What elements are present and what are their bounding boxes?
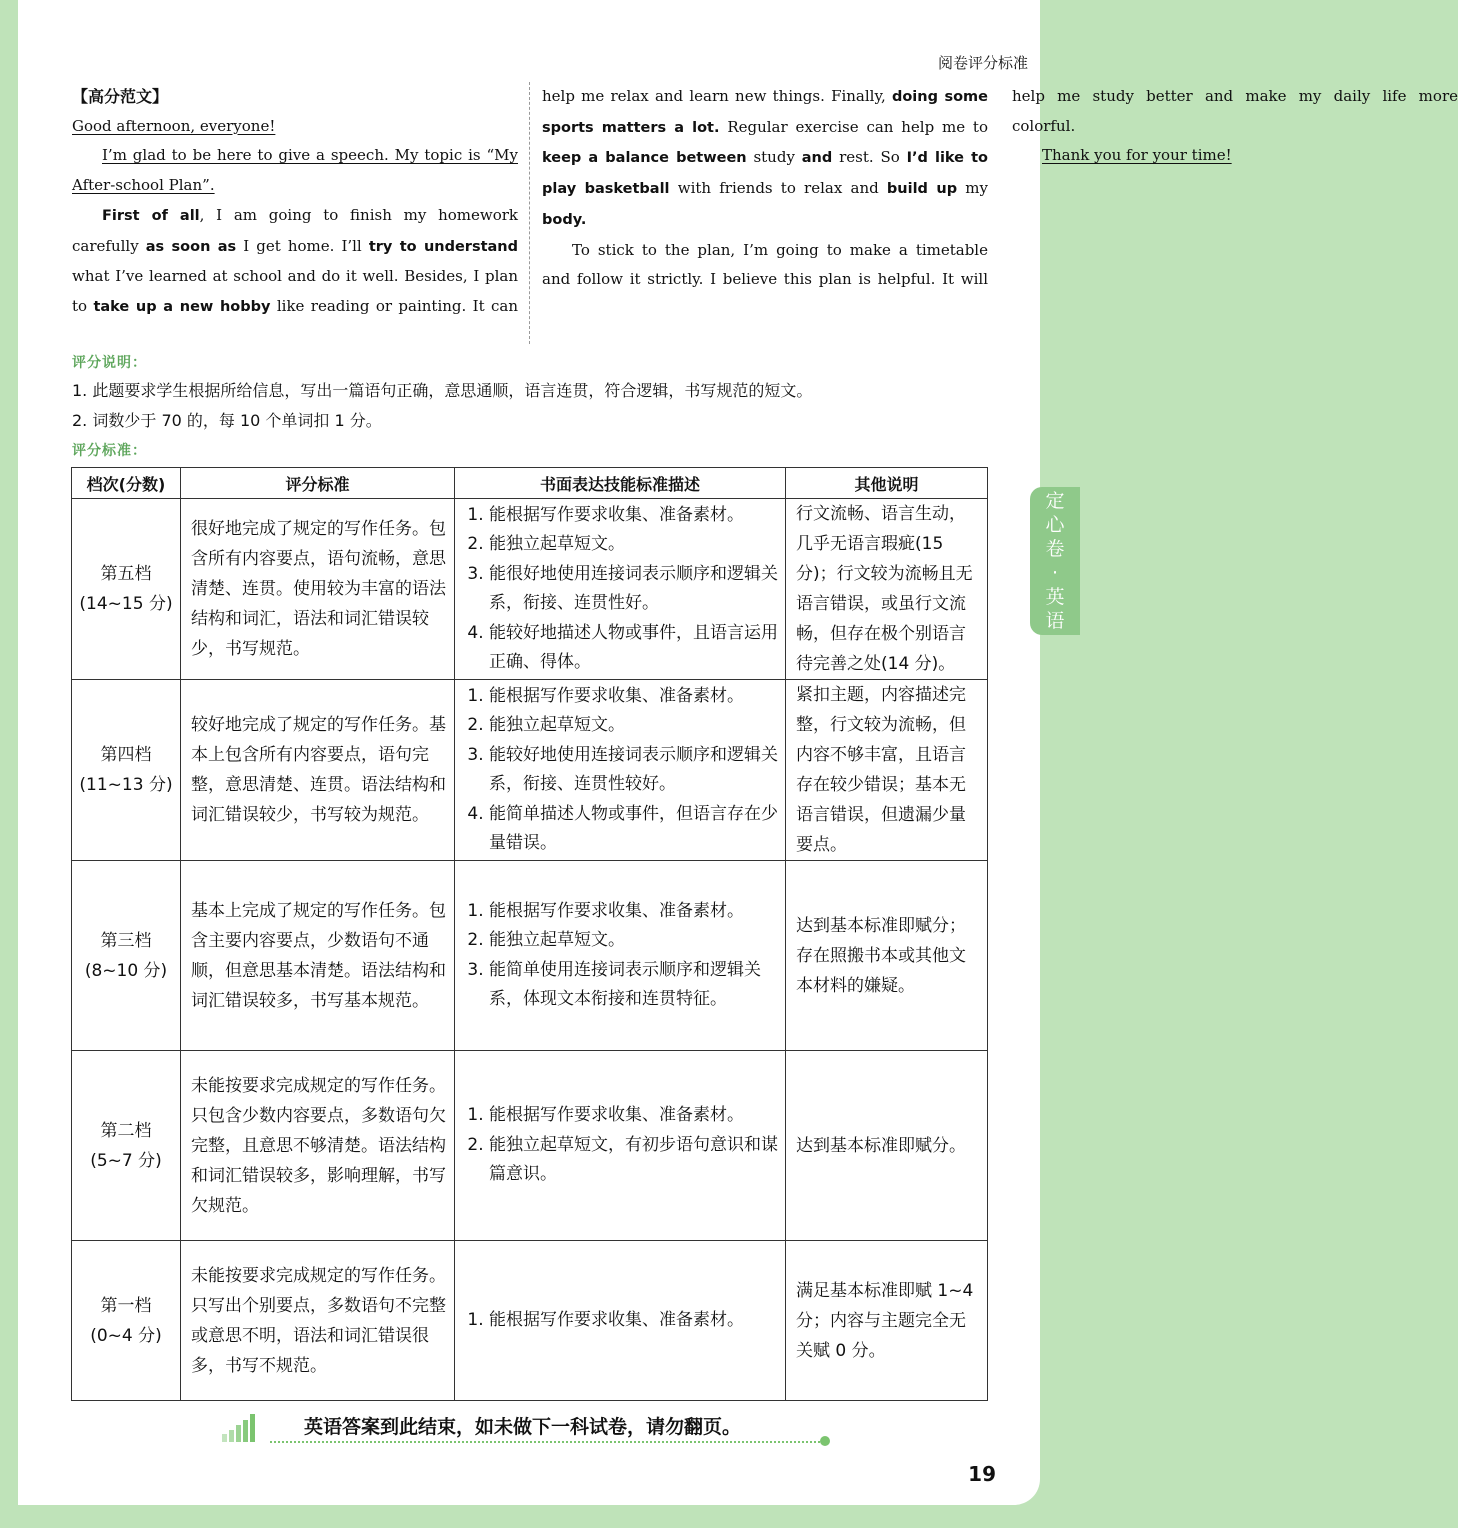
model-essay: [72, 82, 1458, 352]
rubric-header-row: [72, 468, 988, 499]
essay-heading: 【高分范文】: [72, 87, 169, 106]
rubric-skills-cell: [455, 1241, 786, 1401]
rubric-skills-cell: [455, 680, 786, 861]
skill-item: 1. 能根据写作要求收集、准备素材。: [489, 1306, 779, 1336]
essay-closing: [1012, 141, 1458, 171]
skills-list: [463, 1101, 779, 1190]
skills-list: [463, 1306, 779, 1336]
essay-key-phrase: I’d like to play basketball: [542, 150, 989, 198]
skill-item: 2. 能独立起草短文。: [489, 530, 779, 560]
end-of-answers-footer: [222, 1410, 832, 1446]
rubric-row: [72, 680, 988, 861]
scoring-note-2: 2. 词数少于 70 的，每 10 个单词扣 1 分。: [72, 411, 382, 430]
skill-item: 1. 能根据写作要求收集、准备素材。: [489, 897, 779, 927]
essay-intro: [72, 141, 518, 200]
side-tab-separator: ·: [1051, 562, 1059, 584]
level-score-range: (14~15 分): [79, 594, 173, 614]
skill-item: 3. 能较好地使用连接词表示顺序和逻辑关系，衔接、连贯性较好。: [489, 741, 779, 800]
level-name: 第一档: [100, 1295, 152, 1316]
rubric-standard-cell: 较好地完成了规定的写作任务。基本上包含所有内容要点，语句完整，意思清楚、连贯。语法结构和词汇错误较少，书写较为规范。: [181, 680, 455, 861]
rubric-other-notes-cell: 满足基本标准即赋 1~4 分；内容与主题完全无关赋 0 分。: [786, 1241, 988, 1401]
rubric-skills-cell: [455, 861, 786, 1051]
rubric-level-cell: [72, 861, 181, 1051]
essay-closing-text: Thank you for your time!: [1042, 146, 1232, 165]
column-header-other: 其他说明: [786, 468, 988, 499]
rubric-other-notes-cell: 紧扣主题，内容描述完整，行文较为流畅，但内容不够丰富，且语言存在较少错误；基本无语言错误，但遗漏少量要点。: [786, 680, 988, 861]
level-score-range: (5~7 分): [90, 1150, 162, 1171]
rubric-row: [72, 1051, 988, 1241]
rubric-row: [72, 861, 988, 1051]
essay-key-phrase: try to understand: [368, 238, 518, 255]
level-name: 第四档: [100, 745, 152, 765]
essay-text: Regular exercise can help me to: [719, 117, 988, 136]
skill-item: 2. 能独立起草短文。: [489, 926, 779, 956]
column-header-level: 档次(分数): [72, 468, 181, 499]
essay-intro-text: I’m glad to be here to give a speech. My topic is “My After-school Plan”.: [72, 146, 518, 195]
essay-key-phrase: and: [801, 150, 833, 167]
level-score-range: (0~4 分): [90, 1325, 162, 1346]
skill-item: 1. 能根据写作要求收集、准备素材。: [489, 682, 779, 712]
essay-body-paragraph-2: To stick to the plan, I’m going to make a timetable and follow it strictly. I believe this plan is helpful. It will help me study better and make my daily life more colorful.: [542, 87, 1458, 289]
skills-list: [463, 897, 779, 1015]
level-name: 第五档: [100, 564, 152, 584]
level-score-range: (11~13 分): [79, 775, 173, 795]
essay-text: with friends to relax and: [669, 179, 887, 198]
rubric-standard-cell: 未能按要求完成规定的写作任务。只包含少数内容要点，多数语句欠完整，且意思不够清楚。语法结构和词汇错误较多，影响理解，书写欠规范。: [181, 1051, 455, 1241]
page-header-title: 阅卷评分标准: [937, 54, 1028, 72]
essay-text: like reading or painting. It can help me relax and learn new things. Finally,: [270, 87, 892, 315]
skill-item: 2. 能独立起草短文，有初步语句意识和谋篇意识。: [489, 1131, 779, 1190]
rubric-other-notes-cell: 达到基本标准即赋分；存在照搬书本或其他文本材料的嫌疑。: [786, 861, 988, 1051]
essay-key-phrase: body.: [542, 211, 587, 228]
rubric-row: [72, 1241, 988, 1401]
scoring-criteria-label: 评分标准：: [72, 443, 147, 459]
essay-key-phrase: build up: [886, 181, 958, 198]
end-of-answers-notice: 英语答案到此结束，如未做下一科试卷，请勿翻页。: [304, 1416, 742, 1438]
scoring-notes-label: 评分说明：: [72, 355, 147, 371]
rubric-level-cell: [72, 1241, 181, 1401]
rubric-standard-cell: 很好地完成了规定的写作任务。包含所有内容要点，语句流畅，意思清楚、连贯。使用较为丰富的语法结构和词汇，语法和词汇错误较少，书写规范。: [181, 499, 455, 680]
column-header-skills: 书面表达技能标准描述: [455, 468, 786, 499]
essay-key-phrase: First of all: [102, 207, 200, 224]
side-tab-char: 英: [1045, 586, 1065, 608]
skill-item: 3. 能很好地使用连接词表示顺序和逻辑关系，衔接、连贯性好。: [489, 560, 779, 619]
essay-greeting: [72, 112, 518, 142]
rubric-standard-cell: 基本上完成了规定的写作任务。包含主要内容要点，少数语句不通顺，但意思基本清楚。语法结构和词汇错误较多，书写基本规范。: [181, 861, 455, 1051]
signal-bars-icon: [222, 1414, 262, 1442]
level-score-range: (8~10 分): [84, 960, 168, 981]
side-tab-char: 语: [1045, 610, 1065, 632]
essay-text: study: [746, 148, 802, 167]
skill-item: 3. 能简单使用连接词表示顺序和逻辑关系，体现文本衔接和连贯特征。: [489, 956, 779, 1015]
subject-side-tab: [1030, 487, 1080, 635]
level-name: 第二档: [100, 1120, 152, 1141]
skill-item: 2. 能独立起草短文。: [489, 711, 779, 741]
footer-dot: [820, 1436, 830, 1446]
skill-item: 1. 能根据写作要求收集、准备素材。: [489, 1101, 779, 1131]
essay-text: , I am going to finish my homework carefully: [72, 205, 518, 255]
essay-text: my: [957, 179, 989, 198]
essay-key-phrase: keep a balance between: [542, 150, 747, 167]
page-number: 19: [968, 1462, 996, 1486]
essay-flow: [72, 82, 1458, 352]
scoring-rubric-table: [71, 467, 988, 1401]
skills-list: [463, 682, 779, 859]
essay-greeting-text: Good afternoon, everyone!: [72, 116, 276, 135]
rubric-level-cell: [72, 680, 181, 861]
rubric-standard-cell: 未能按要求完成规定的写作任务。只写出个别要点，多数语句不完整或意思不明，语法和词汇错误很多，书写不规范。: [181, 1241, 455, 1401]
essay-key-phrase: doing some sports matters a lot.: [542, 89, 989, 136]
side-tab-char: 定: [1045, 490, 1065, 512]
essay-text: what I’ve learned at school and do it well. Besides, I plan to: [72, 267, 518, 315]
column-header-standard: 评分标准: [181, 468, 455, 499]
essay-text: I get home. I’ll: [236, 236, 369, 255]
rubric-body: [72, 499, 988, 1401]
skill-item: 4. 能较好地描述人物或事件，且语言运用正确、得体。: [489, 619, 779, 678]
column-divider: [529, 82, 530, 344]
side-tab-char: 心: [1045, 514, 1065, 536]
rubric-level-cell: [72, 499, 181, 680]
skills-list: [463, 501, 779, 678]
rubric-level-cell: [72, 1051, 181, 1241]
side-tab-char: 卷: [1045, 538, 1065, 560]
scoring-note-1: 1. 此题要求学生根据所给信息，写出一篇语句正确，意思通顺，语言连贯，符合逻辑，书写规范的短文。: [72, 381, 813, 400]
rubric-other-notes-cell: 达到基本标准即赋分。: [786, 1051, 988, 1241]
essay-key-phrase: as soon as: [145, 238, 237, 255]
rubric-skills-cell: [455, 1051, 786, 1241]
rubric-skills-cell: [455, 499, 786, 680]
rubric-other-notes-cell: 行文流畅、语言生动，几乎无语言瑕疵(15 分)；行文较为流畅且无语言错误，或虽行文流畅，但存在极个别语言待完善之处(14 分)。: [786, 499, 988, 680]
level-name: 第三档: [100, 930, 152, 951]
skill-item: 1. 能根据写作要求收集、准备素材。: [489, 501, 779, 531]
skill-item: 4. 能简单描述人物或事件，但语言存在少量错误。: [489, 800, 779, 859]
rubric-row: [72, 499, 988, 680]
essay-key-phrase: take up a new hobby: [93, 298, 271, 315]
essay-text: rest. So: [832, 148, 907, 167]
footer-dotted-line: [270, 1441, 820, 1443]
